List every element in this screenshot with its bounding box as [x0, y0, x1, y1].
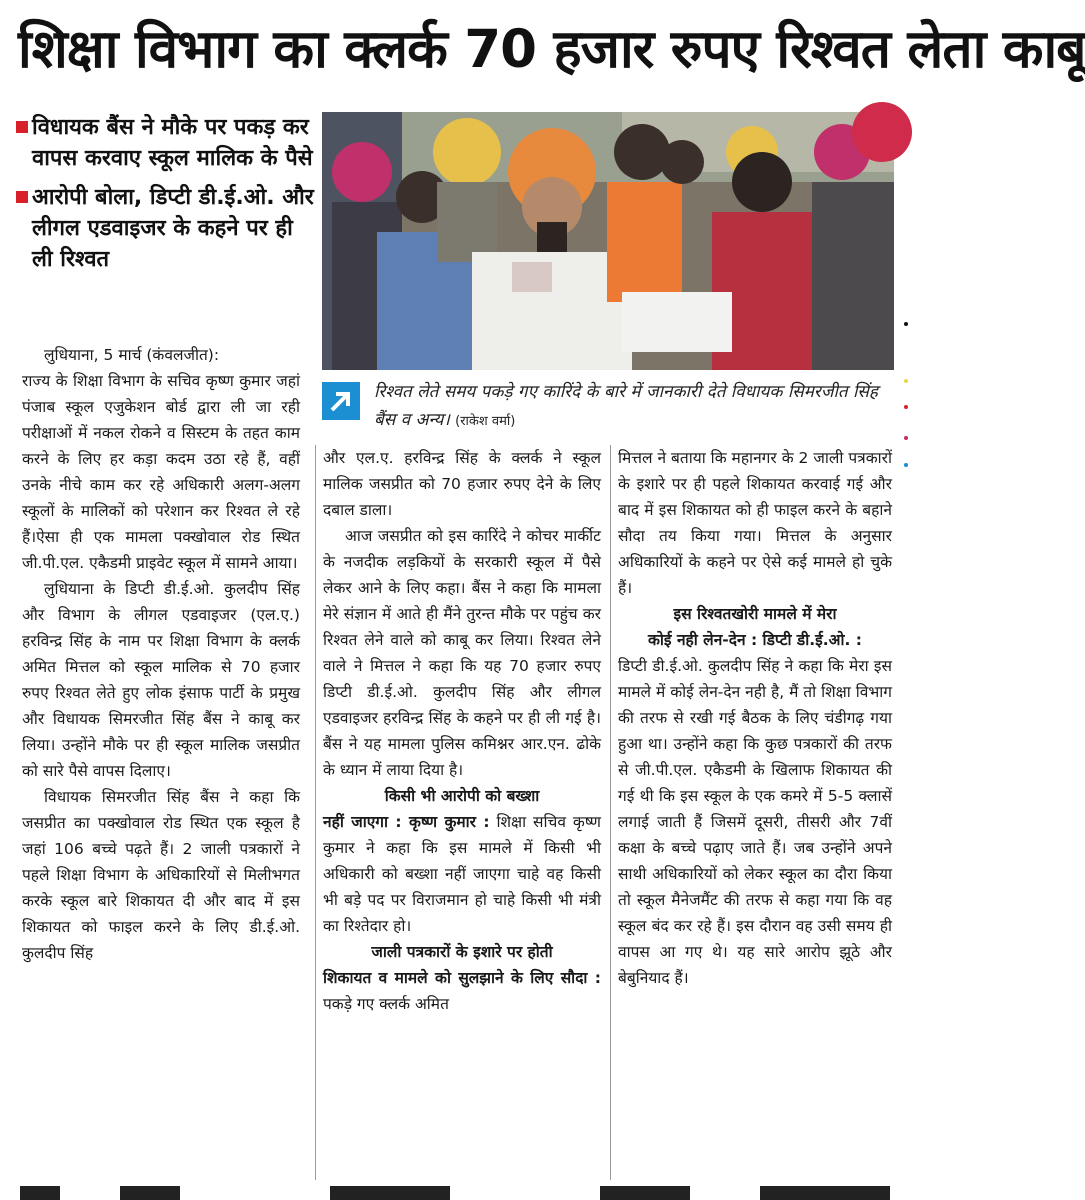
dateline: लुधियाना, 5 मार्च (कंवलजीत):	[44, 346, 220, 364]
subhead-2-text: आरोपी बोला, डिप्टी डी.ई.ओ. और लीगल एडवाइजर के कहने पर ही ली रिश्वत	[32, 185, 314, 272]
red-square-bullet-icon	[16, 121, 28, 133]
col2-paragraph-2: आज जसप्रीत को इस कारिंदे ने कोचर मार्कीट के नजदीक लड़कियों के सरकारी स्कूल में पैसे लेकर आने के लिए कहा। बैंस ने कहा कि मामला मेरे संज्ञान में आते ही मैंने तुरन्त मौके पर पहुंच कर रिश्वत लेने वाले को काबू कर लिया। रिश्वत लेने वाले ने मित्तल ने कहा कि यह 70 हजार रुपए डिप्टी डी.ई.ओ. कुलदीप सिंह और लीगल एडवाइजर हरविन्द्र सिंह के कहने पर ही ली गई है। बैंस ने यह मामला पुलिस कमिश्नर आर.एन. ढोके के ध्यान में लाया दिया है।	[323, 527, 601, 779]
photo-caption	[322, 378, 894, 442]
column-divider	[315, 445, 316, 1180]
print-mark-dot	[904, 463, 908, 467]
col2-paragraph-4: पकड़े गए क्लर्क अमित	[323, 995, 449, 1013]
red-square-bullet-icon	[16, 191, 28, 203]
col2-paragraph-3: शिक्षा सचिव कृष्ण कुमार ने कहा कि इस मामले में किसी भी अधिकारी को बख्शा नहीं जाएगा चाहे वह किसी भी बड़े पद पर विराजमान हो चाहे किसी भी मंत्री का रिश्तेदार हो।	[323, 813, 601, 935]
column-divider	[610, 445, 611, 1180]
news-photo	[322, 112, 894, 370]
article-column-3	[618, 445, 892, 991]
print-mark-dot	[904, 405, 908, 409]
section-heading-no-accused-spared	[323, 783, 601, 809]
section-heading-line-2: नहीं जाएगा : कृष्ण कुमार :	[323, 813, 490, 831]
section-heading-line-1: किसी भी आरोपी को बख्शा	[384, 787, 540, 805]
section-heading-deputy-deo	[618, 601, 892, 653]
news-photo-illustration	[322, 112, 894, 370]
print-mark-dot	[904, 379, 908, 383]
section-heading-line-1: इस रिश्वतखोरी मामले में मेरा	[673, 605, 837, 623]
col1-paragraph-1: राज्य के शिक्षा विभाग के सचिव कृष्ण कुमार जहां पंजाब स्कूल एजुकेशन बोर्ड द्वारा ली जा रही परीक्षाओं में नकल रोकने व सिस्टम के तहत काम करने के लिए हर कड़ा कदम उठा रहे हैं, वहीं उनके नीचे काम कर रहे अधिकारी अलग-अलग स्कूलों के मालिकों को परेशान कर रिश्वत ले रहे हैं।ऐसा ही एक मामला पक्खोवाल रोड स्थित जी.पी.एल. एकैडमी प्राइवेट स्कूल में सामने आया।	[22, 372, 300, 572]
section-heading-fake-journalists	[323, 939, 601, 965]
caption-body: रिश्वत लेते समय पकड़े गए कारिंदे के बारे में जानकारी देते विधायक सिमरजीत सिंह बैंस व अन्य।	[374, 382, 878, 430]
article-column-2	[323, 445, 601, 1017]
col1-paragraph-2: लुधियाना के डिप्टी डी.ई.ओ. कुलदीप सिंह और विभाग के लीगल एडवाइजर (एल.ए.) हरविन्द्र सिंह के नाम पर शिक्षा विभाग के क्लर्क अमित मित्तल को स्कूल मालिक से 70 हजार रुपए रिश्वत लेते हुए लोक इंसाफ पार्टी के प्रमुख और विधायक सिमरजीत सिंह बैंस ने काबू कर लिया। उन्होंने मौके पर ही स्कूल मालिक जसप्रीत को सारे पैसे वापस दिलाए।	[22, 580, 300, 780]
photo-credit: (राकेश वर्मा)	[455, 414, 516, 429]
col3-paragraph-2: डिप्टी डी.ई.ओ. कुलदीप सिंह ने कहा कि मेरा इस मामले में कोई लेन-देन नही है, मैं तो शिक्षा विभाग की तरफ से रखी गई बैठक के लिए चंडीगढ़ गया हुआ था। उन्होंने कहा कि कुछ पत्रकारों की तरफ से जी.पी.एल. एकैडमी के खिलाफ शिकायत की गई थी कि इस स्कूल के एक कमरे में 5-5 क्लासें लगाई जाती हैं जिसमें दूसरी, तीसरी और 7वीं कक्षा के बच्चे पढ़ाए जाते हैं। जब उन्होंने अपने साथी अधिकारियों को लेकर स्कूल का दौरा किया तो स्कूल मैनेजमैंट की तरफ से कहा गया कि वह स्कूल बंद कर रहे हैं। इस दौरान वह उसी समय ही वापस आ गए थे। यह सारे आरोप झूठे और बेबुनियाद हैं।	[618, 657, 892, 987]
section-heading-line-2: कोई नही लेन-देन : डिप्टी डी.ई.ओ. :	[648, 631, 862, 649]
caption-text	[374, 378, 894, 436]
next-article-cut-line	[0, 1186, 916, 1200]
subheads	[16, 112, 316, 283]
arrow-up-right-icon	[322, 382, 360, 420]
col2-paragraph-1: और एल.ए. हरविन्द्र सिंह के क्लर्क ने स्कूल मालिक जसप्रीत को 70 हजार रुपए देने के लिए दबाल डाला।	[323, 449, 601, 519]
subhead-2	[16, 182, 316, 275]
col1-paragraph-3: विधायक सिमरजीत सिंह बैंस ने कहा कि जसप्रीत का पक्खोवाल रोड स्थित एक स्कूल है जहां 106 बच्चे पढ़ते हैं। 2 जाली पत्रकारों ने पहले शिक्षा विभाग के अधिकारियों से मिलीभगत करके स्कूल बारे शिकायत दी और बाद में इस शिकायत को फाइल करने के लिए डी.ई.ओ. कुलदीप सिंह	[22, 788, 300, 962]
subhead-1-text: विधायक बैंस ने मौके पर पकड़ कर वापस करवाए स्कूल मालिक के पैसे	[32, 115, 313, 171]
print-mark-dot	[904, 436, 908, 440]
subhead-1	[16, 112, 316, 174]
headline: शिक्षा विभाग का क्लर्क 70 हजार रुपए रिश्वत लेता काबू	[18, 19, 1085, 80]
section-heading-line-2: शिकायत व मामले को सुलझाने के लिए सौदा :	[323, 969, 601, 987]
print-mark-dot	[904, 322, 908, 326]
article-column-1	[22, 342, 300, 966]
col3-paragraph-1: मित्तल ने बताया कि महानगर के 2 जाली पत्रकारों के इशारे पर ही पहले शिकायत करवाई गई और बाद में इस शिकायत को ही फाइल करने के बहाने सौदा तय किया गया। मित्तल के अनुसार अधिकारियों के कहने पर ऐसे कई मामले हो चुके हैं।	[618, 449, 892, 597]
section-heading-line-1: जाली पत्रकारों के इशारे पर होती	[371, 943, 553, 961]
